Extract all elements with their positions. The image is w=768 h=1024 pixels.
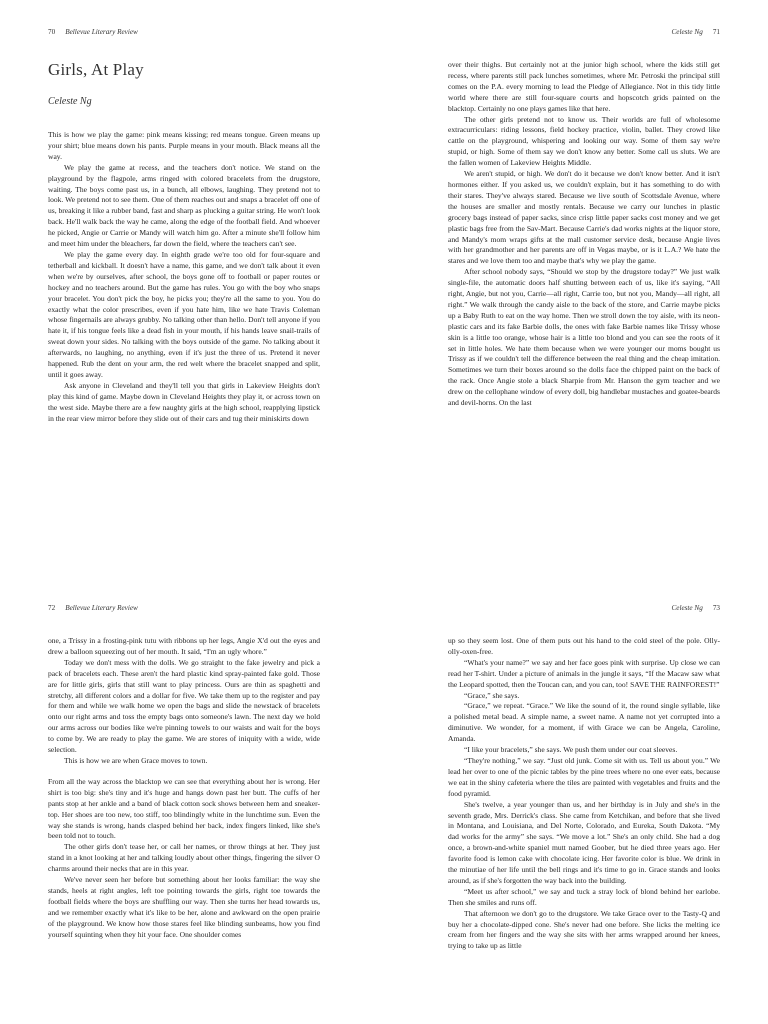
journal-name: Bellevue Literary Review [65, 604, 138, 612]
paragraph: “Grace,” we repeat. “Grace.” We like the sound of it, the round single syllable, like a polished metal bead. A simple name, a sweet name. A name not yet corrupted into a diminutive. We wonder, for a moment, if with Grace we can be Angela, Caroline, Amanda. [448, 701, 720, 744]
running-header [48, 604, 138, 612]
running-header [48, 28, 138, 36]
paragraph: That afternoon we don't go to the drugstore. We take Grace over to the Tasty-Q and buy her a chocolate-dipped cone. She's never had one before. She licks the melting ice cream from her fingers and the way she sits with her arms wrapped around her knees, trying to take up as little [448, 908, 720, 951]
page-73 [384, 512, 768, 1024]
paragraph: up so they seem lost. One of them puts out his hand to the cold steel of the pole. Olly-olly-oxen-free. [448, 636, 720, 656]
paragraph: She's twelve, a year younger than us, and her birthday is in July and she's in the seventh grade, Mrs. Derrick's class. She came from Ketchikan, and before that she lived in Montana, and Louisiana, and Del Norte, Colorado, and Eureka, South Dakota. “My dad works for the army” she says. “We move a lot.” She's an only child. She had a dog once, a brown-and-white spaniel mutt named Goober, but he died three years ago. Her favorite food is lemon cake with chocolate icing. Her favorite color is blue. We drink in the minutiae of her life until the bell rings and it's time to go in. Grace stands and looks around, as if she's forgotten the way back into the building. [448, 799, 720, 885]
paragraph: The other girls pretend not to know us. Their worlds are full of wholesome extracurriculars: riding lessons, field hockey practice, violin, ballet. They crowd like cattle on the playground, whispering and looking our way. Some of them say we're stupid, or high. Some of them say we don't know any better. Some call us sluts. We are the fallen women of Lakeview Heights Middle. [448, 114, 720, 168]
page-number: 72 [48, 604, 56, 612]
paragraph: We play the game at recess, and the teachers don't notice. We stand on the playground by the flagpole, arms ringed with colored bracelets from the drugstore, waiting. The boys come past us, in a bunch, all elbows, laughing. They pretend not to look. We pretend not to see them. One of them reaches out and snaps a bracelet off one of us, breaking it like a rubber band, fast and sharp as plucking a guitar string. He won't look back. He'll walk back the way he came, along the edge of the football field. And whoever he picked, Angie or Carrie or Mandy will watch him go. After a minute she'll follow him and meet him under the bleachers, far down the field, where the teachers can't see. [48, 162, 320, 249]
story-title: Girls, At Play [48, 60, 144, 79]
paragraph: “They're nothing,” we say. “Just old junk. Come sit with us. Tell us about you.” We lead her over to one of the picnic tables by the pine trees where no one ever eats, because we eat in the shiny cafeteria where the tiles are painted with vegetables and fruits and the food pyramid. [448, 755, 720, 798]
paragraph: over their thighs. But certainly not at the junior high school, where the kids still get recess, where parents still pack lunches sometimes, where Mr. Petroski the principal still comes on the P.A. every morning to lead the Pledge of Allegiance. Not in this tidy little world where there are still four-square courts and hopscotch grids painted on the blacktop. Certainly no one plays games like that here. [448, 60, 720, 113]
text-column [448, 636, 720, 952]
text-column [48, 130, 320, 424]
page-72 [0, 512, 384, 1024]
page-number: 73 [712, 604, 720, 612]
page-number: 70 [48, 28, 56, 36]
paragraph: From all the way across the blacktop we can see that everything about her is wrong. Her shirt is too big: she's tiny and it's huge and hangs down past her butt. The cuffs of her pants stop at her ankle and a band of black cotton sock shows between hem and sneaker-top. Her shoes are too new, too stiff, too blindingly white in the lunchtime sun. Even the way she stands is wrong, hands clasped behind her back, index fingers linked, like she's been told not to touch. [48, 776, 320, 841]
paragraph: “Grace,” she says. [464, 690, 520, 700]
paragraph: After school nobody says, “Should we stop by the drugstore today?” We just walk single-file, the automatic doors half shutting between each of us, like it's saying, “All right, Angie, but not you, Carrie—all right, Carrie too, but not you, Mandy—all right, all right.” We walk through the candy aisle to the back of the store, and Carrie maybe picks up a Baby Ruth to eat on the way home. Then we stroll down the toy aisle, with its neon-plastic cars and its fake Barbie dolls, the ones with fake Barbie names like Trissy whose skin is a little too orange, whose hair is a little too blond and you can see the roots of it set in little holes. We hate them because when we were younger our moms bought us Trissy as if we couldn't tell the difference between the real thing and the cheap imitation. Sometimes we turn their boxes around so the dolls face the chipped paint on the back of the rack. Once Angie stole a black Sharpie from Mr. Hanson the gym teacher and we drew on the cellophane window of every doll, big handlebar mustaches and goatee-beards and devil-horns. On the last [448, 267, 720, 408]
page-70 [0, 0, 384, 512]
page-71 [384, 0, 768, 512]
running-header [671, 28, 720, 36]
paragraph: “I like your bracelets,” she says. We push them under our coat sleeves. [464, 745, 678, 755]
text-column [448, 60, 720, 409]
paragraph: one, a Trissy in a frosting-pink tutu with ribbons up her legs, Angie X'd out the eyes and drew a balloon squeezing out of her mouth. It said, “I'm an ugly whore.” [48, 636, 320, 656]
paragraph: This is how we play the game: pink means kissing; red means tongue. Green means up your shirt; blue means down his pants. Purple means in your mouth. Black means all the way. [48, 130, 320, 161]
running-header [671, 604, 720, 612]
paragraph: “Meet us after school,” we say and tuck a stray lock of blond behind her earlobe. Then she smiles and runs off. [448, 886, 720, 907]
author-name: Celeste Ng [671, 604, 703, 612]
bottom-spread [0, 512, 768, 1024]
author-name: Celeste Ng [671, 28, 703, 36]
story-author: Celeste Ng [48, 96, 92, 107]
text-column [48, 636, 320, 940]
paragraph: The other girls don't tease her, or call her names, or throw things at her. They just stand in a knot looking at her and talking loudly about other things, fingering the silver O charms around their necks that are in this year. [48, 842, 320, 874]
paragraph: Ask anyone in Cleveland and they'll tell you that girls in Lakeview Heights don't play this kind of game. Maybe down in Cleveland Heights they play it, or across town on the west side. Maybe there are a few naughty girls at the high school, reapplying lipstick in the rear view mirror before they slide out of their cars and tug their miniskirts down [48, 380, 320, 423]
paragraph: “What's your name?” we say and her face goes pink with surprise. Up close we can read her T-shirt. Under a picture of animals in the jungle it says, “If the Macaw saw what the Leopard spotted, then the Toucan can, and you can, too! SAVE THE RAINFOREST!” [448, 657, 720, 689]
paragraph: This is how we are when Grace moves to town. [64, 755, 208, 765]
paragraph: We aren't stupid, or high. We don't do it because we don't know better. And it isn't hormones either. If you asked us, we couldn't explain, but it has something to do with their stares. They've always stared. Because we live south of Scottsdale Avenue, where the houses are smaller and mostly rentals. Because we carry our lunches in plastic grocery bags instead of paper sacks, since crisp little paper sacks cost money and we get plastic bags free from the Sav-Mart. Because Carrie's dad works nights at the liquor store, and Mandy's mom wraps gifts at the mall customer service desk, because Angie lives with her grandmother and her parents are off in Vegas maybe, or is it L.A.? We hate the stares and we love them too and maybe that's why we play the game. [448, 169, 720, 266]
page-number: 71 [712, 28, 720, 36]
journal-name: Bellevue Literary Review [65, 28, 138, 36]
paragraph: Today we don't mess with the dolls. We go straight to the fake jewelry and pick a pack of bracelets each. These aren't the hard plastic kind spray-painted fake gold. Those are for little girls, girls that still want to play princess. Ours are thin as spaghetti and stretchy, all different colors and a dollar for five. We take them up to the register and pay for them and while we walk home we open the bags and slide the newstack of bracelets onto our right arms and toss the empty bags onto someone's lawn. The next day we hold our arms across our bodies like we're pinning towels to our waists and wait for the boys to come by. We are ready to play the game. We are stores of iniquity with a wide, wide selection. [48, 657, 320, 755]
paragraph: We've never seen her before but something about her looks familiar: the way she stands, heels at right angles, left toe pointing towards the girls, right toe towards the football fields where the boys are shuffling our way. Then she turns her head towards us, and we remember exactly what it's like to be her, alone and awkward on the open prairie of the playground. We know how those stares feel like blinding sunbeams, how you find yourself squinting when they hit your face. One shoulder comes [48, 875, 320, 939]
paragraph: We play the game every day. In eighth grade we're too old for four-square and tetherball and kickball. It doesn't have a name, this game, and we don't talk about it even when we're by ourselves, after school, the boys gone off to football or paper routes or hockey and no teachers around. But the game has rules. You go with the boy who snaps your bracelet. You don't pick the boy, he picks you; they're all the same to you. You do exactly what the color prescribes, even if you hate him, like we hate Travis Coleman whose fingernails are always grubby. No talking other than hello. Don't tell anyone if you hate it, if his tongue feels like a dead fish in your mouth, if his hands leave snail-trails of sweat down your sides. No talking with the boys outside of the game. No talking about it afterwards, no laughing, no anything, even if it's just the three of us. Pretend it never happened. Rub the dent on your arm, the red welt where the bracelet snapped and split, until it goes away. [48, 249, 320, 379]
